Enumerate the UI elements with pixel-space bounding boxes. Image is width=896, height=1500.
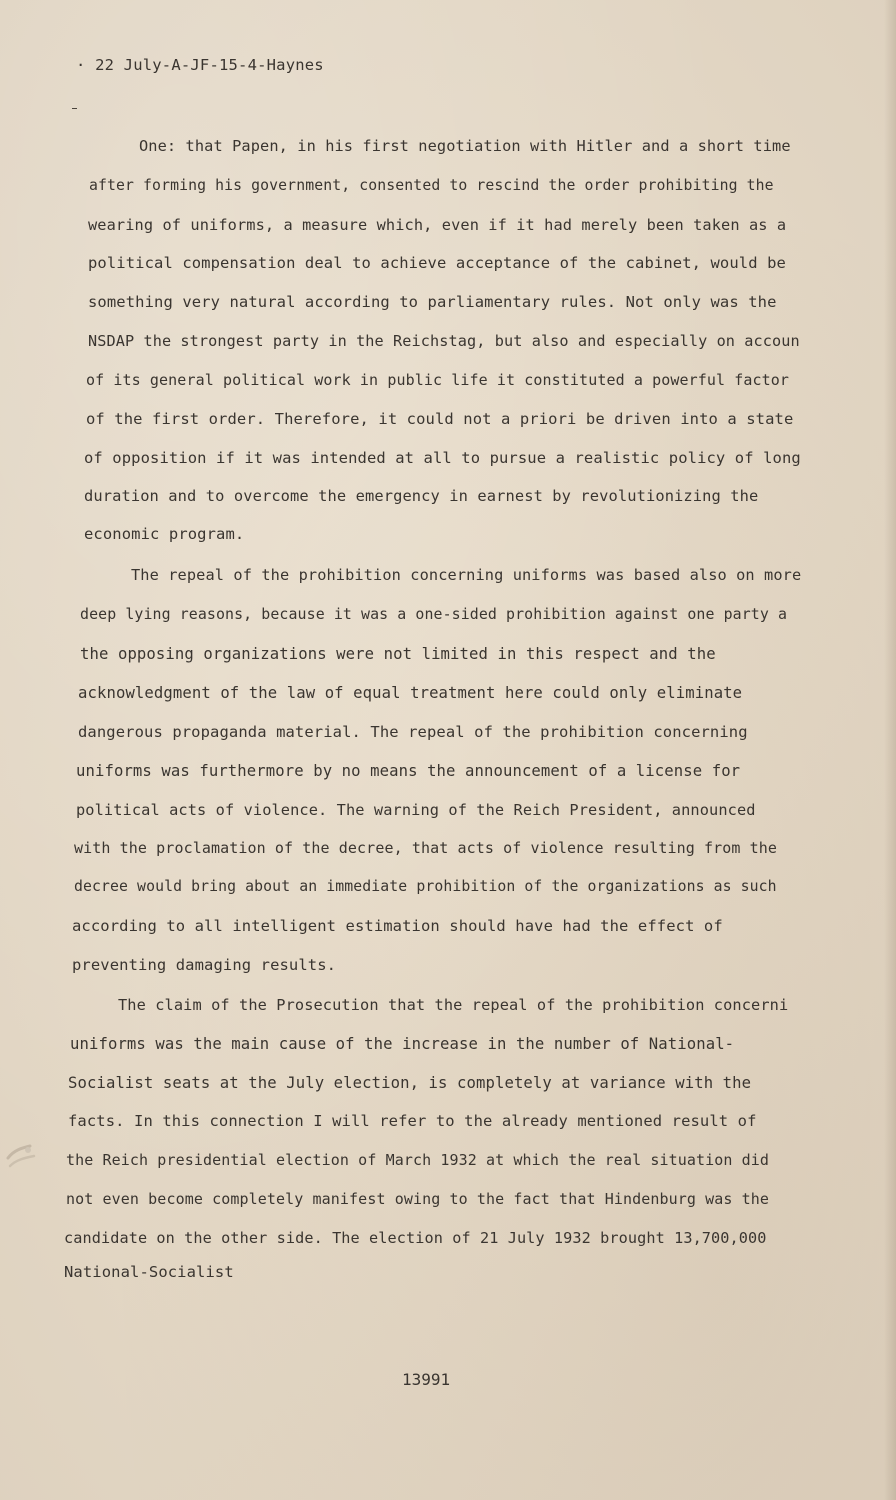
body-line: of the first order. Therefore, it could not a priori be driven into a state: [86, 410, 794, 428]
body-line: political compensation deal to achieve acceptance of the cabinet, would be: [88, 254, 786, 272]
page-edge-shadow: [884, 0, 896, 1500]
body-line: dangerous propaganda material. The repeal of the prohibition concerning: [78, 723, 748, 741]
body-line: preventing damaging results.: [72, 956, 337, 974]
document-header: · 22 July-A-JF-15-4-Haynes: [76, 56, 324, 74]
body-line: uniforms was furthermore by no means the announcement of a license for: [76, 762, 741, 780]
body-line: the opposing organizations were not limited in this respect and the: [80, 645, 716, 663]
body-line: uniforms was the main cause of the increase in the number of National-: [70, 1035, 735, 1053]
body-line: duration and to overcome the emergency in earnest by revolutionizing the: [84, 487, 759, 505]
staple-mark-icon: [4, 1140, 38, 1176]
body-line: Socialist seats at the July election, is completely at variance with the: [68, 1074, 752, 1092]
body-line: wearing of uniforms, a measure which, even if it had merely been taken as a: [88, 216, 787, 234]
body-line: One: that Papen, in his first negotiation with Hitler and a short time: [139, 137, 791, 155]
body-line: with the proclamation of the decree, that acts of violence resulting from the: [74, 839, 778, 857]
body-line: decree would bring about an immediate prohibition of the organizations as such: [74, 878, 777, 895]
body-line: of opposition if it was intended at all to pursue a realistic policy of long: [84, 449, 801, 467]
body-line: not even become completely manifest owing to the fact that Hindenburg was the: [66, 1190, 770, 1208]
body-line: something very natural according to parliamentary rules. Not only was the: [88, 293, 777, 311]
body-line: according to all intelligent estimation should have had the effect of: [72, 917, 723, 935]
body-line: economic program.: [84, 525, 245, 543]
body-line: National-Socialist: [64, 1263, 234, 1281]
margin-dash: [72, 108, 77, 109]
body-line: of its general political work in public life it constituted a powerful factor: [86, 371, 790, 389]
body-line: after forming his government, consented to rescind the order prohibiting the: [89, 177, 774, 194]
body-line: NSDAP the strongest party in the Reichstag, but also and especially on accoun: [88, 332, 800, 350]
body-line: candidate on the other side. The election of 21 July 1932 brought 13,700,000: [64, 1229, 767, 1247]
body-line: facts. In this connection I will refer to the already mentioned result of: [68, 1112, 757, 1130]
body-line: The claim of the Prosecution that the repeal of the prohibition concerni: [118, 996, 789, 1014]
body-line: the Reich presidential election of March 1932 at which the real situation did: [66, 1151, 770, 1169]
body-line: deep lying reasons, because it was a one-sided prohibition against one party a: [80, 605, 788, 623]
page-number: 13991: [402, 1370, 451, 1389]
body-line: The repeal of the prohibition concerning uniforms was based also on more: [131, 566, 802, 584]
body-line: political acts of violence. The warning of the Reich President, announced: [76, 801, 756, 819]
body-line: acknowledgment of the law of equal treatment here could only eliminate: [78, 684, 743, 702]
